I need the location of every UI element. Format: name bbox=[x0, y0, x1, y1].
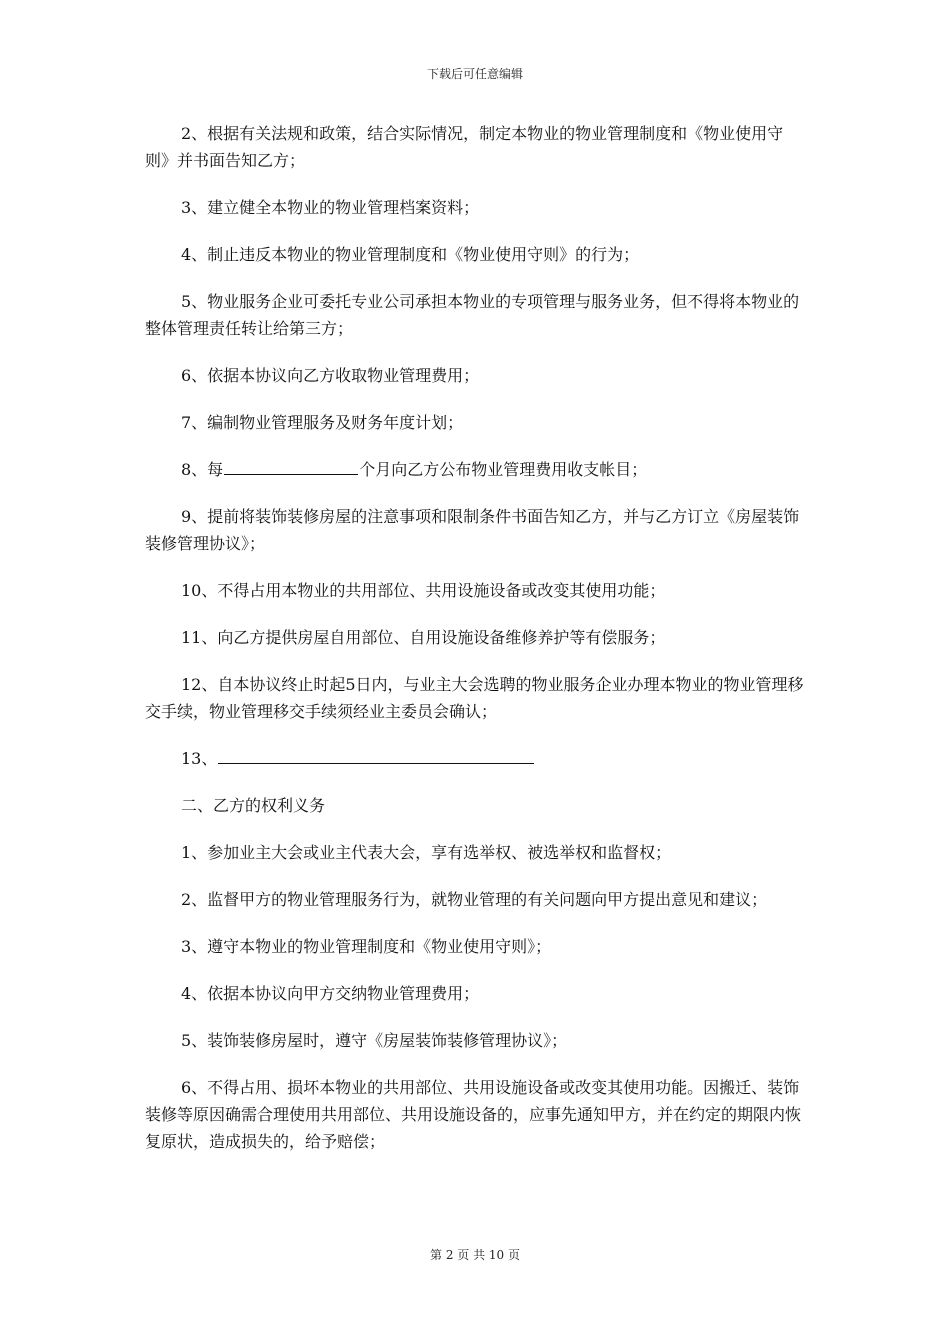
paragraph-1-7: 7、编制物业管理服务及财务年度计划； bbox=[181, 413, 464, 432]
paragraph-1-8-prefix: 8、每 bbox=[181, 460, 224, 479]
paragraph-1-12: 12、自本协议终止时起5日内，与业主大会选聘的物业服务企业办理本物业的物业管理移交手续，物业管理移交手续须经业主委员会确认； bbox=[145, 675, 804, 721]
paragraph-2-5: 5、装饰装修房屋时，遵守《房屋装饰装修管理协议》； bbox=[181, 1031, 568, 1050]
page-number-footer: 第 2 页 共 10 页 bbox=[430, 1248, 520, 1262]
paragraph-1-9: 9、提前将装饰装修房屋的注意事项和限制条件书面告知乙方，并与乙方订立《房屋装饰装修管理协议》； bbox=[145, 507, 800, 553]
paragraph-2-2: 2、监督甲方的物业管理服务行为，就物业管理的有关问题向甲方提出意见和建议； bbox=[181, 890, 768, 909]
paragraph-1-4: 4、制止违反本物业的物业管理制度和《物业使用守则》的行为； bbox=[181, 245, 640, 264]
fill-in-blank-months[interactable] bbox=[224, 456, 358, 475]
document-body bbox=[145, 120, 807, 1175]
page-header-note: 下载后可任意编辑 bbox=[426, 67, 523, 81]
paragraph-1-6: 6、依据本协议向乙方收取物业管理费用； bbox=[181, 366, 480, 385]
paragraph-1-5: 5、物业服务企业可委托专业公司承担本物业的专项管理与服务业务，但不得将本物业的整体管理责任转让给第三方； bbox=[145, 292, 800, 338]
paragraph-1-13-prefix: 13、 bbox=[181, 749, 218, 768]
paragraph-2-3: 3、遵守本物业的物业管理制度和《物业使用守则》； bbox=[181, 937, 552, 956]
paragraph-2-6: 6、不得占用、损坏本物业的共用部位、共用设施设备或改变其使用功能。因搬迁、装饰装修等原因确需合理使用共用部位、共用设施设备的，应事先通知甲方，并在约定的期限内恢复原状，造成损失的，给予赔偿； bbox=[145, 1078, 802, 1151]
paragraph-1-8 bbox=[145, 456, 807, 483]
paragraph-1-11: 11、向乙方提供房屋自用部位、自用设施设备维修养护等有偿服务； bbox=[181, 628, 666, 647]
paragraph-2-1: 1、参加业主大会或业主代表大会，享有选举权、被选举权和监督权； bbox=[181, 843, 672, 862]
paragraph-1-3: 3、建立健全本物业的物业管理档案资料； bbox=[181, 198, 480, 217]
paragraph-1-13 bbox=[145, 745, 807, 772]
paragraph-1-8-suffix: 个月向乙方公布物业管理费用收支帐目； bbox=[359, 460, 648, 479]
paragraph-1-10: 10、不得占用本物业的共用部位、共用设施设备或改变其使用功能； bbox=[181, 581, 666, 600]
fill-in-blank-item-13[interactable] bbox=[218, 745, 534, 764]
section-2-title: 二、乙方的权利义务 bbox=[181, 796, 326, 815]
paragraph-1-2: 2、根据有关法规和政策，结合实际情况，制定本物业的物业管理制度和《物业使用守则》并书面告知乙方； bbox=[145, 124, 784, 170]
paragraph-2-4: 4、依据本协议向甲方交纳物业管理费用； bbox=[181, 984, 480, 1003]
